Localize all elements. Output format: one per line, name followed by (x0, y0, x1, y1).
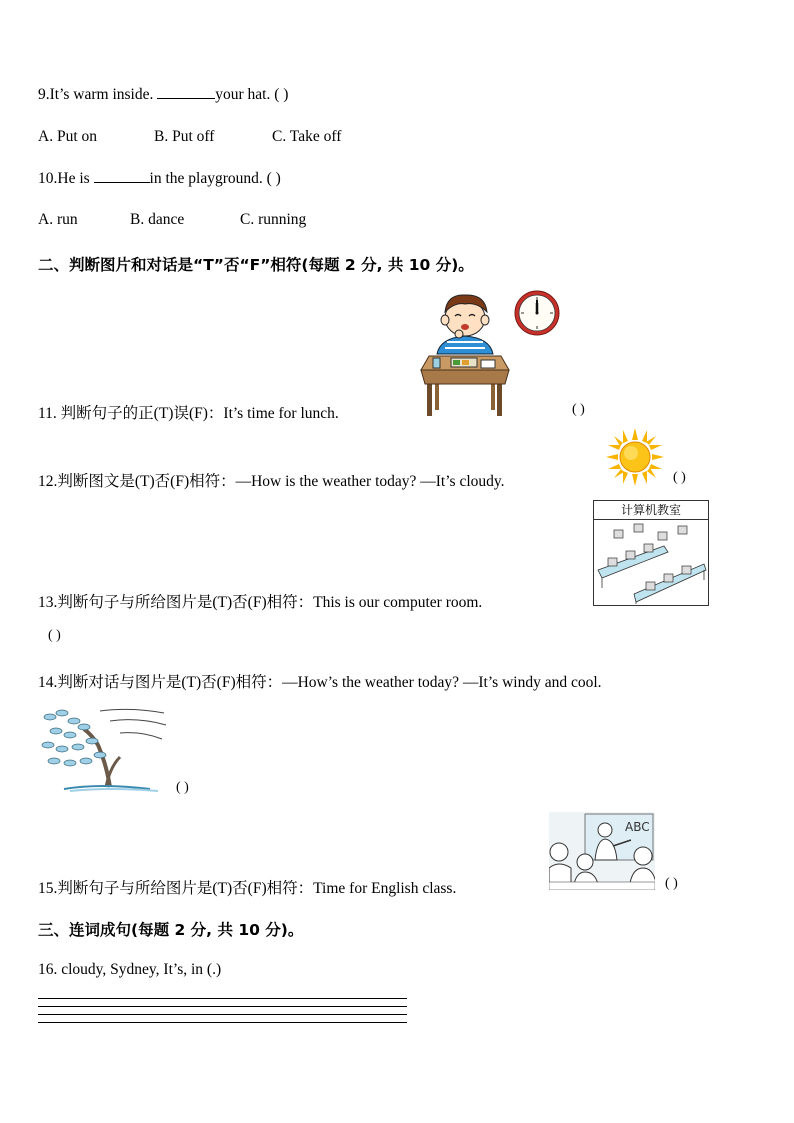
answer-paren[interactable]: ( ) (48, 628, 61, 643)
question-9: 9.It’s warm inside. your hat. ( ) (38, 86, 289, 103)
question-15: 15.判断句子与所给图片是(T)否(F)相符：Time for English class. (38, 880, 457, 897)
option-b[interactable]: B. dance (130, 211, 185, 228)
question-14: 14.判断对话与图片是(T)否(F)相符：—How’s the weather today? —It’s windy and cool. (38, 674, 602, 691)
question-11: 11. 判断句子的正(T)误(F)：It’s time for lunch. (38, 405, 339, 422)
question-13: 13.判断句子与所给图片是(T)否(F)相符：This is our computer room. (38, 594, 483, 611)
question-16: 16. cloudy, Sydney, It’s, in (.) (38, 961, 222, 978)
writing-line[interactable] (38, 1014, 407, 1015)
writing-line[interactable] (38, 1006, 407, 1007)
computer-desks-icon (594, 520, 708, 604)
windy-tree-icon (40, 703, 168, 793)
section-title: 二、判断图片和对话是“T”否“F”相符(每题 2 分, 共 10 分)。 (38, 256, 474, 274)
writing-line[interactable] (38, 998, 407, 999)
answer-paren[interactable]: ( ) (572, 402, 585, 417)
option-c[interactable]: C. Take off (272, 128, 342, 145)
option-b[interactable]: B. Put off (154, 128, 215, 145)
computer-room-sign: 计算机教室 (594, 501, 708, 520)
board-text: ABC (625, 820, 650, 834)
question-12: 12.判断图文是(T)否(F)相符：—How is the weather today? —It’s cloudy. (38, 473, 505, 490)
english-class-picture (549, 812, 655, 890)
answer-paren[interactable]: ( ) (665, 876, 678, 891)
sun-icon (606, 428, 664, 486)
answer-paren[interactable]: ( ) (176, 780, 189, 795)
option-a[interactable]: A. Put on (38, 128, 97, 145)
answer-blank[interactable] (157, 98, 215, 99)
computer-room-picture (593, 500, 709, 606)
answer-blank[interactable] (94, 182, 150, 183)
answer-paren[interactable]: ( ) (673, 470, 686, 485)
writing-line[interactable] (38, 1022, 407, 1023)
boy-eating-lunch-icon (415, 290, 565, 420)
question-10: 10.He is in the playground. ( ) (38, 170, 281, 187)
option-a[interactable]: A. run (38, 211, 78, 228)
option-c[interactable]: C. running (240, 211, 307, 228)
section-title: 三、连词成句(每题 2 分, 共 10 分)。 (38, 921, 304, 939)
